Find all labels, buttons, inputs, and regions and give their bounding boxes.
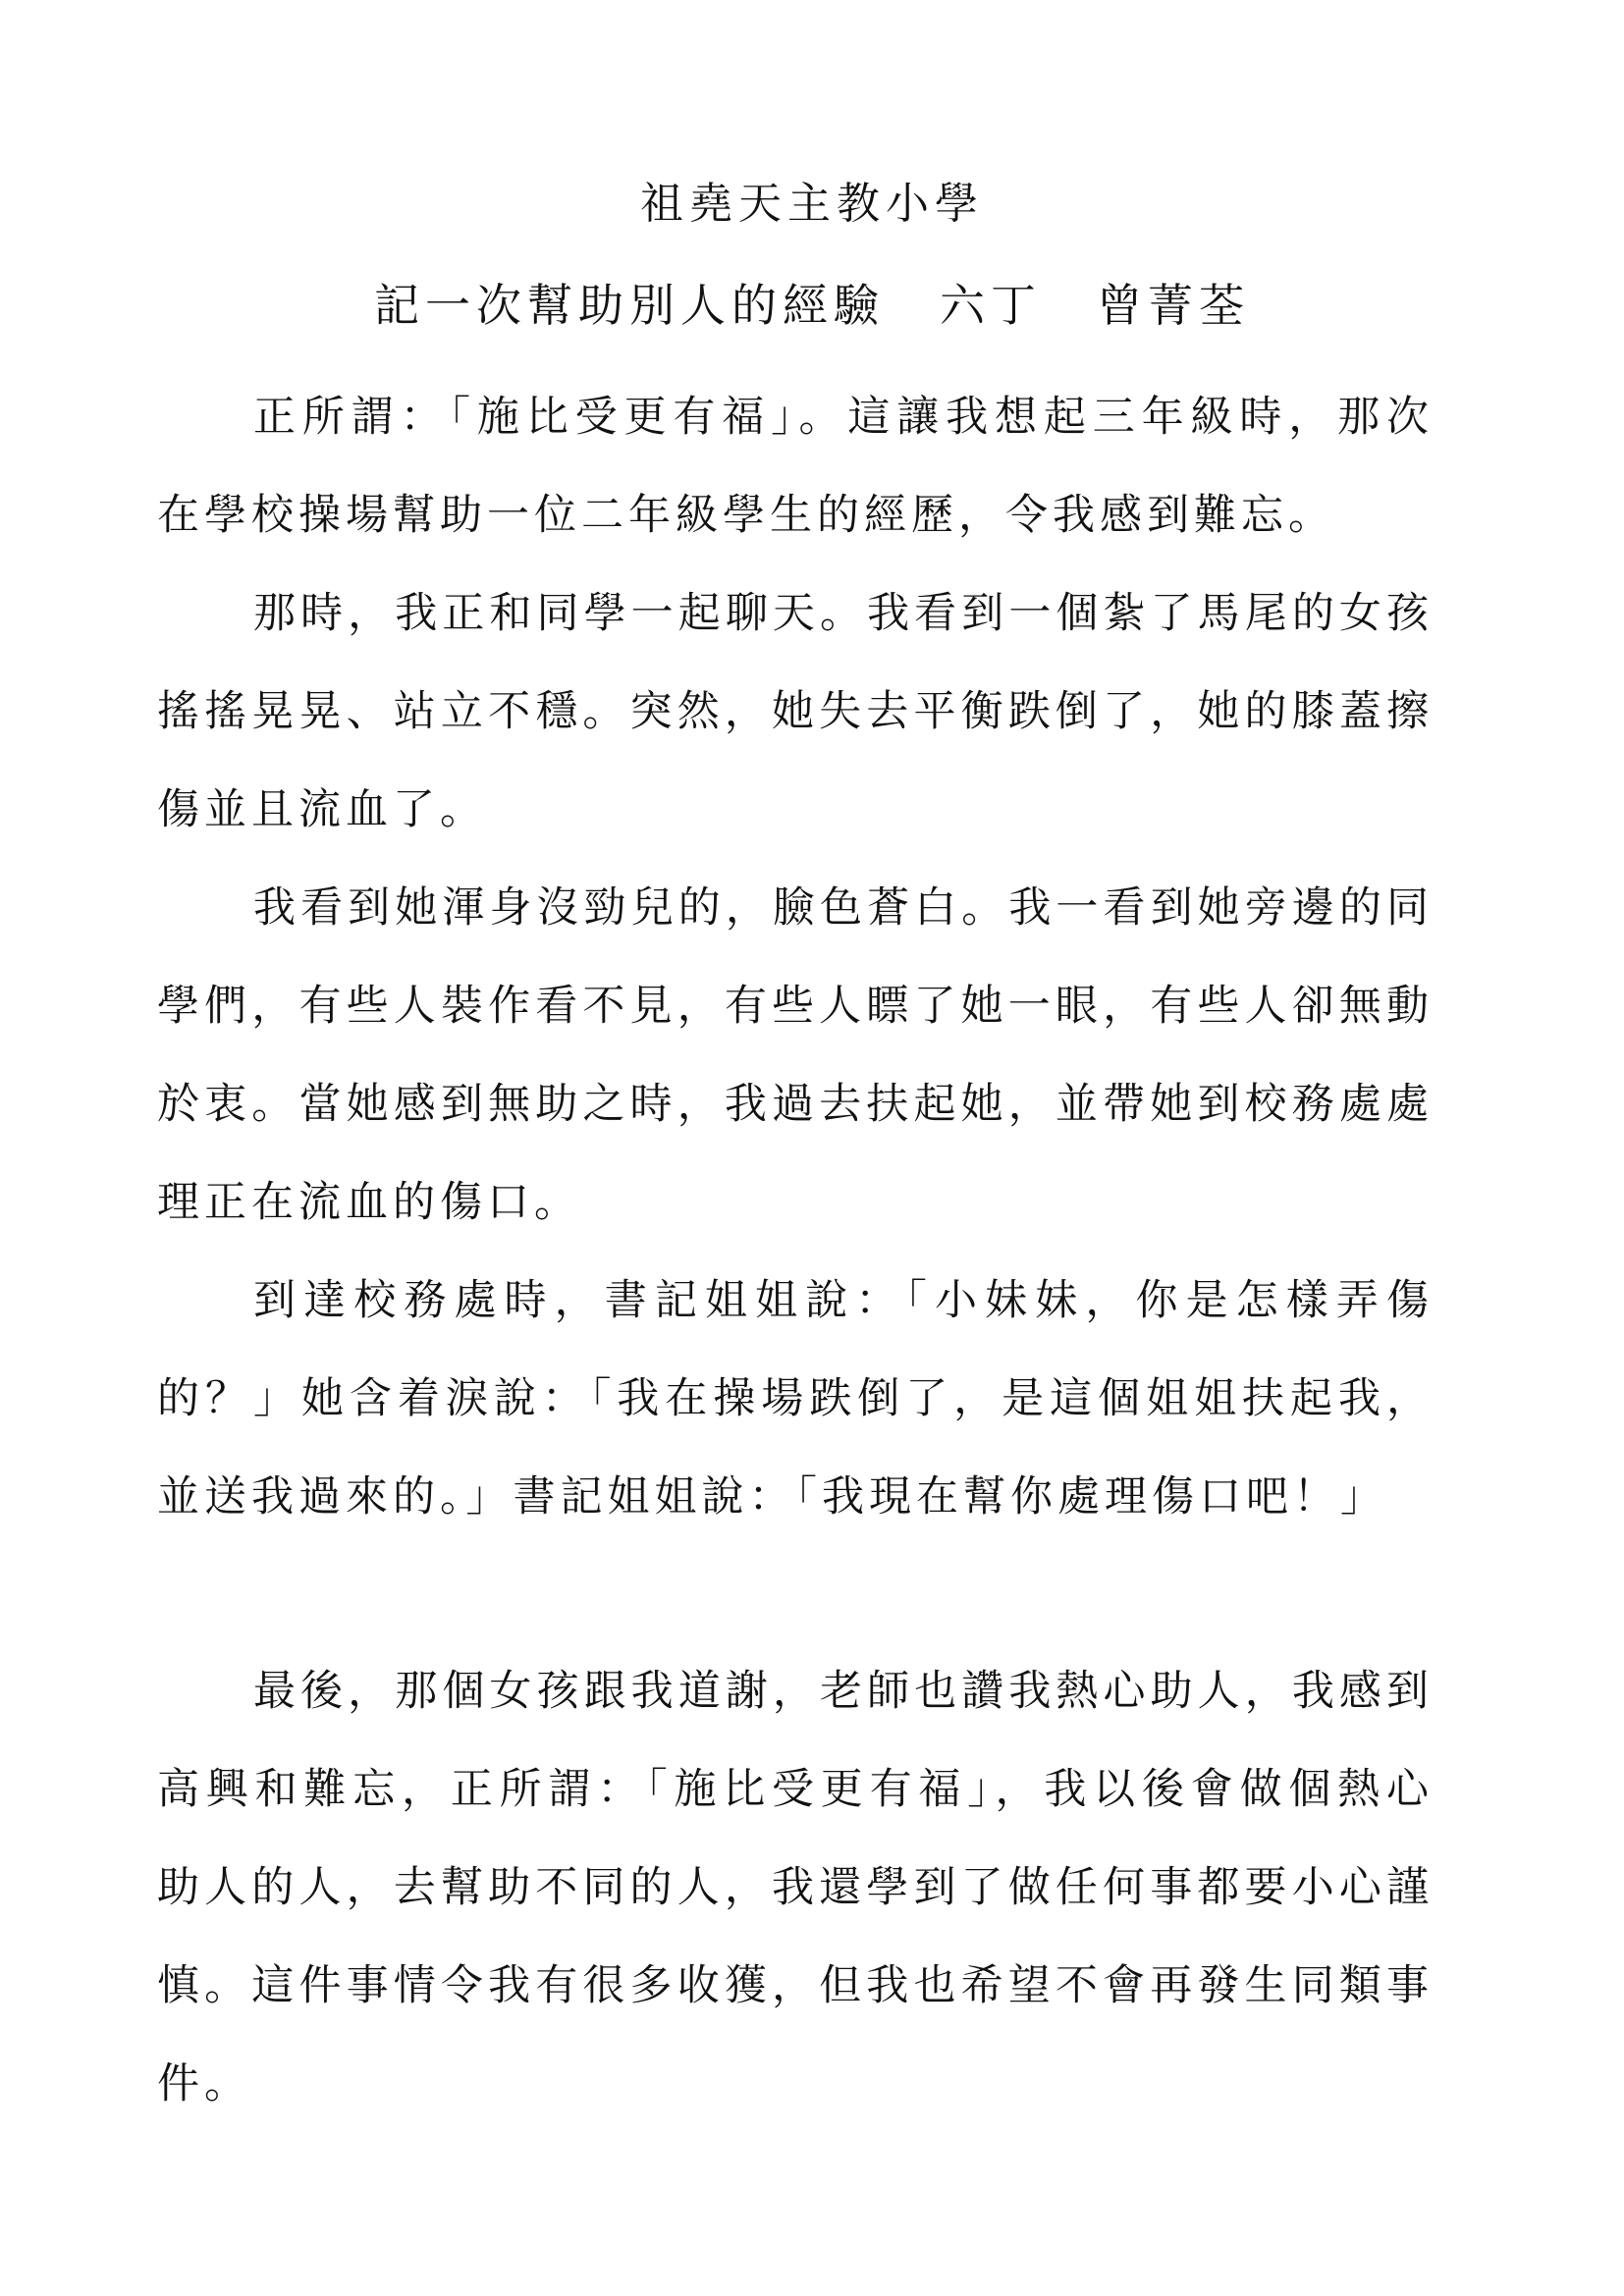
essay-paragraph-3: 我看到她渾身沒勁兒的，臉色蒼白。我一看到她旁邊的同學們，有些人裝作看不見，有些人瞟了她一眼，有些人卻無動於衷。當她感到無助之時，我過去扶起她，並帶她到校務處處理正在流血的傷口。: [157, 883, 1434, 1227]
essay-title: 記一次幫助別人的經驗: [374, 279, 885, 332]
paragraph-spacer: [157, 1546, 1434, 1642]
essay-paragraph-5: 最後，那個女孩跟我道謝，老師也讚我熱心助人，我感到高興和難忘，正所謂：「施比受更有福」，我以後會做個熱心助人的人，去幫助不同的人，我還學到了做任何事都要小心謹慎。這件事情令我有很多收獲，但我也希望不會再發生同類事件。: [157, 1667, 1434, 2109]
student-name: 曾菁荃: [1097, 279, 1250, 332]
essay-heading: [0, 275, 1624, 336]
essay-paragraph-2: 那時，我正和同學一起聊天。我看到一個紮了馬尾的女孩搖搖晃晃、站立不穩。突然，她失去平衡跌倒了，她的膝蓋擦傷並且流血了。: [157, 589, 1434, 834]
essay-paragraph-4: 到達校務處時，書記姐姐說：「小妹妹，你是怎樣弄傷的？」她含着淚說：「我在操場跌倒了，是這個姐姐扶起我，並送我過來的。」書記姐姐說：「我現在幫你處理傷口吧！」: [157, 1276, 1434, 1522]
school-name: 祖堯天主教小學: [640, 179, 984, 229]
student-class: 六丁: [940, 279, 1042, 332]
essay-body: [157, 368, 1434, 2133]
essay-paragraph-1: 正所謂：「施比受更有福」。這讓我想起三年級時，那次在學校操場幫助一位二年級學生的經歷，令我感到難忘。: [157, 393, 1434, 540]
